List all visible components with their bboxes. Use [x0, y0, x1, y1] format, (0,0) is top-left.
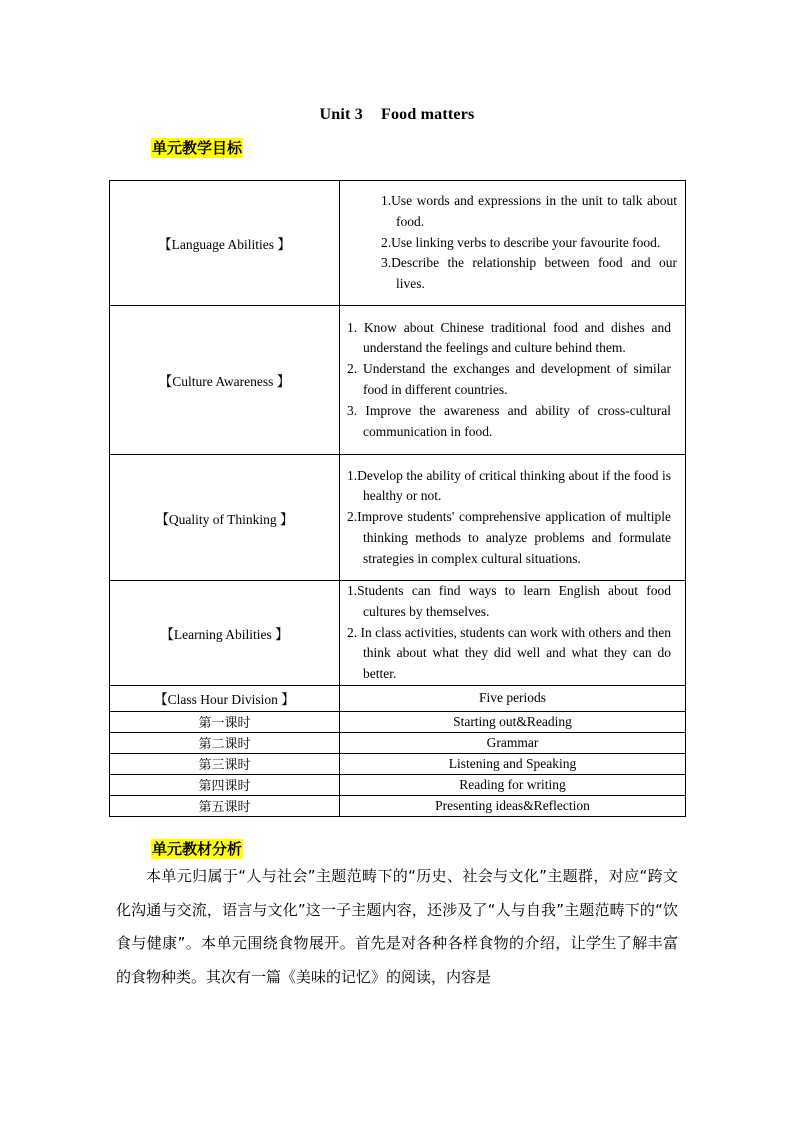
- list-item: 3. Improve the awareness and ability of cross-cultural communication in food.: [347, 402, 671, 439]
- objective-label-culture: 【Culture Awareness 】: [110, 306, 340, 455]
- objectives-table: [109, 180, 686, 817]
- unit-name: Food matters: [380, 106, 475, 123]
- list-item: 2. Understand the exchanges and development of similar food in different countries.: [347, 361, 671, 397]
- objective-content-culture: [340, 306, 686, 455]
- list-item: 1.Develop the ability of critical thinking about if the food is healthy or not.: [347, 467, 671, 504]
- table-row: [110, 774, 686, 795]
- list-item: 1.Students can find ways to learn English about food cultures by themselves.: [347, 583, 671, 619]
- period-content: Listening and Speaking: [340, 753, 686, 774]
- list-item: 3.Describe the relationship between food and our lives.: [381, 255, 677, 292]
- objective-label-thinking: 【Quality of Thinking 】: [110, 455, 340, 581]
- analysis-text: [116, 860, 678, 994]
- analysis-paragraph: 本单元归属于“人与社会”主题范畴下的“历史、社会与文化”主题群，对应“跨文化沟通与交流，语言与文化”这一子主题内容，还涉及了“人与自我”主题范畴下的“饮食与健康”。本单元围绕食物展开。首先是对各种各样食物的介绍，让学生了解丰富的食物种类。其次有一篇《美味的记忆》的阅读，内容是: [116, 867, 678, 986]
- table-row: [110, 753, 686, 774]
- period-content: Starting out&Reading: [340, 711, 686, 732]
- list-item: 2.Use linking verbs to describe your favourite food.: [381, 234, 661, 250]
- objective-content-language: [340, 181, 686, 306]
- objective-content-thinking: [340, 455, 686, 581]
- list-item: 2.Improve students' comprehensive application of multiple thinking methods to analyze problems and formulate strategies in complex cultural situations.: [347, 509, 671, 566]
- period-content: Grammar: [340, 732, 686, 753]
- table-row: [110, 795, 686, 816]
- list-item: 1.Use words and expressions in the unit to talk about food.: [381, 193, 677, 229]
- table-row: [110, 455, 686, 581]
- list-item: 1. Know about Chinese traditional food and dishes and understand the feelings and culture behind them.: [347, 319, 671, 356]
- table-row: [110, 581, 686, 686]
- period-content: Presenting ideas&Reflection: [340, 795, 686, 816]
- period-name: 第四课时: [110, 774, 340, 795]
- class-division-label: 【Class Hour Division 】: [110, 685, 340, 711]
- page-title: [0, 106, 794, 124]
- objective-label-language: 【Language Abilities 】: [110, 181, 340, 306]
- table-row: [110, 732, 686, 753]
- objective-label-learning: 【Learning Abilities 】: [110, 581, 340, 686]
- period-name: 第五课时: [110, 795, 340, 816]
- objective-content-learning: [340, 581, 686, 686]
- section-heading-teaching-objectives: 单元教学目标: [152, 139, 243, 157]
- period-name: 第三课时: [110, 753, 340, 774]
- unit-number: Unit 3: [319, 106, 363, 123]
- period-content: Reading for writing: [340, 774, 686, 795]
- table-row: [110, 685, 686, 711]
- period-name: 第二课时: [110, 732, 340, 753]
- period-name: 第一课时: [110, 711, 340, 732]
- section-heading-material-analysis: 单元教材分析: [152, 840, 243, 858]
- table-row: [110, 181, 686, 306]
- class-division-value: Five periods: [340, 685, 686, 711]
- list-item: 2. In class activities, students can work with others and then think about what they did well and what they can do better.: [347, 624, 671, 682]
- table-row: [110, 306, 686, 455]
- table-row: [110, 711, 686, 732]
